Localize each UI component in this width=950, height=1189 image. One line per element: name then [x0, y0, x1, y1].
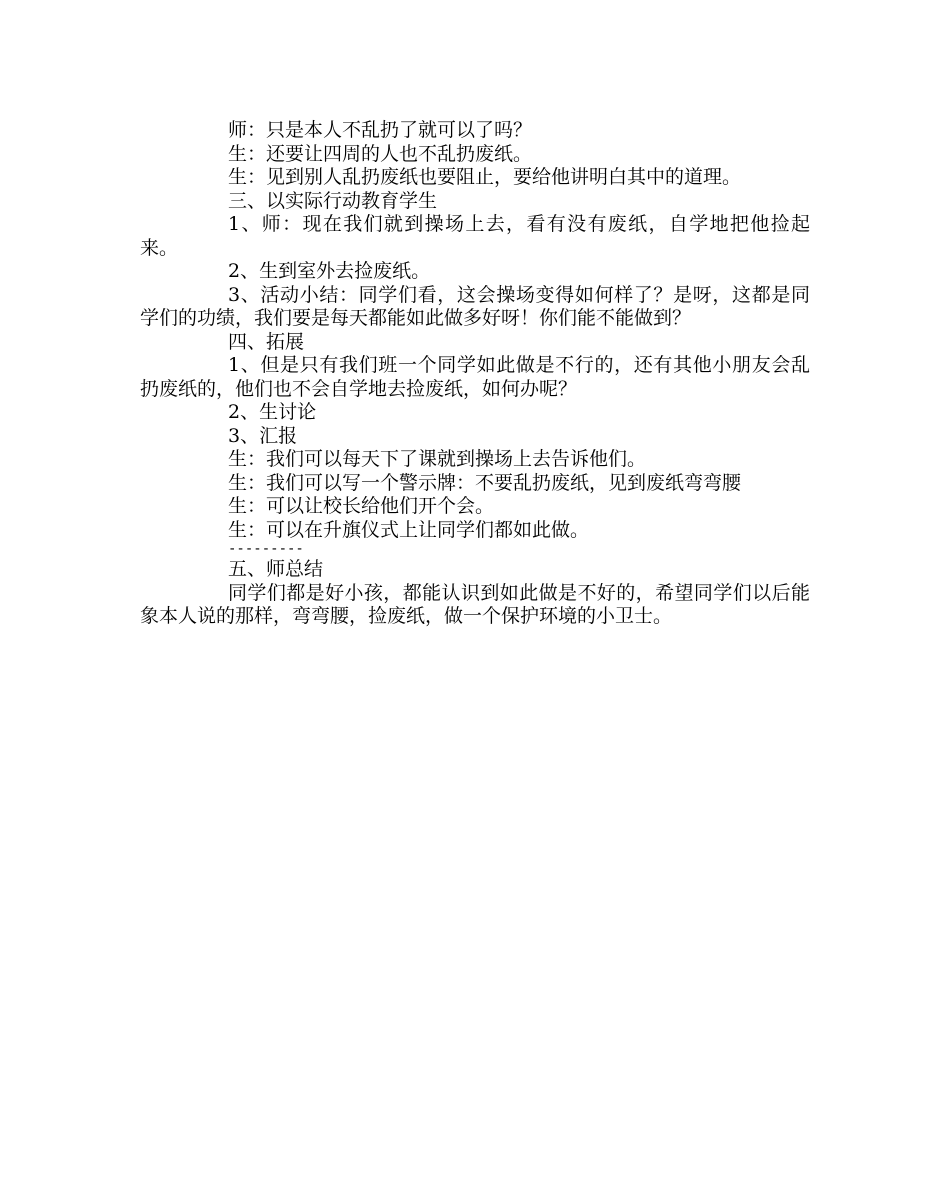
paragraph: 2、生讨论 — [228, 401, 317, 423]
paragraph: 3、活动小结：同学们看，这会操场变得如何样了？是呀，这都是同学们的功绩，我们要是每天都能如此做多好呀！你们能不能做到？ — [140, 283, 810, 329]
dashed-divider: --------- — [228, 541, 304, 557]
paragraph: 2、生到室外去捡废纸。 — [228, 260, 431, 282]
paragraph: 师：只是本人不乱扔了就可以了吗？ — [228, 119, 533, 141]
paragraph: 3、汇报 — [228, 424, 298, 447]
section-heading: 三、以实际行动教育学生 — [228, 189, 438, 212]
paragraph: 同学们都是好小孩，都能认识到如此做是不好的，希望同学们以后能象本人说的那样，弯弯腰，捡废纸，做一个保护环境的小卫士。 — [140, 581, 810, 627]
paragraph: 生：还要让四周的人也不乱扔废纸。 — [228, 142, 533, 165]
paragraph: 生：可以在升旗仪式上让同学们都如此做。 — [228, 518, 590, 541]
paragraph: 生：见到别人乱扔废纸也要阻止，要给他讲明白其中的道理。 — [228, 166, 742, 188]
paragraph: 生：我们可以写一个警示牌：不要乱扔废纸，见到废纸弯弯腰 — [228, 471, 742, 494]
paragraph: 生：可以让校长给他们开个会。 — [228, 495, 495, 517]
paragraph: 1、师：现在我们就到操场上去，看有没有废纸，自学地把他捡起来。 — [140, 213, 810, 259]
section-heading: 四、拓展 — [228, 330, 305, 353]
paragraph: 1、但是只有我们班一个同学如此做是不行的，还有其他小朋友会乱扔废纸的，他们也不会自学地去捡废纸，如何办呢？ — [140, 354, 810, 400]
document-body — [140, 119, 810, 629]
section-heading: 五、师总结 — [228, 558, 324, 580]
paragraph: 生：我们可以每天下了课就到操场上去告诉他们。 — [228, 448, 647, 470]
